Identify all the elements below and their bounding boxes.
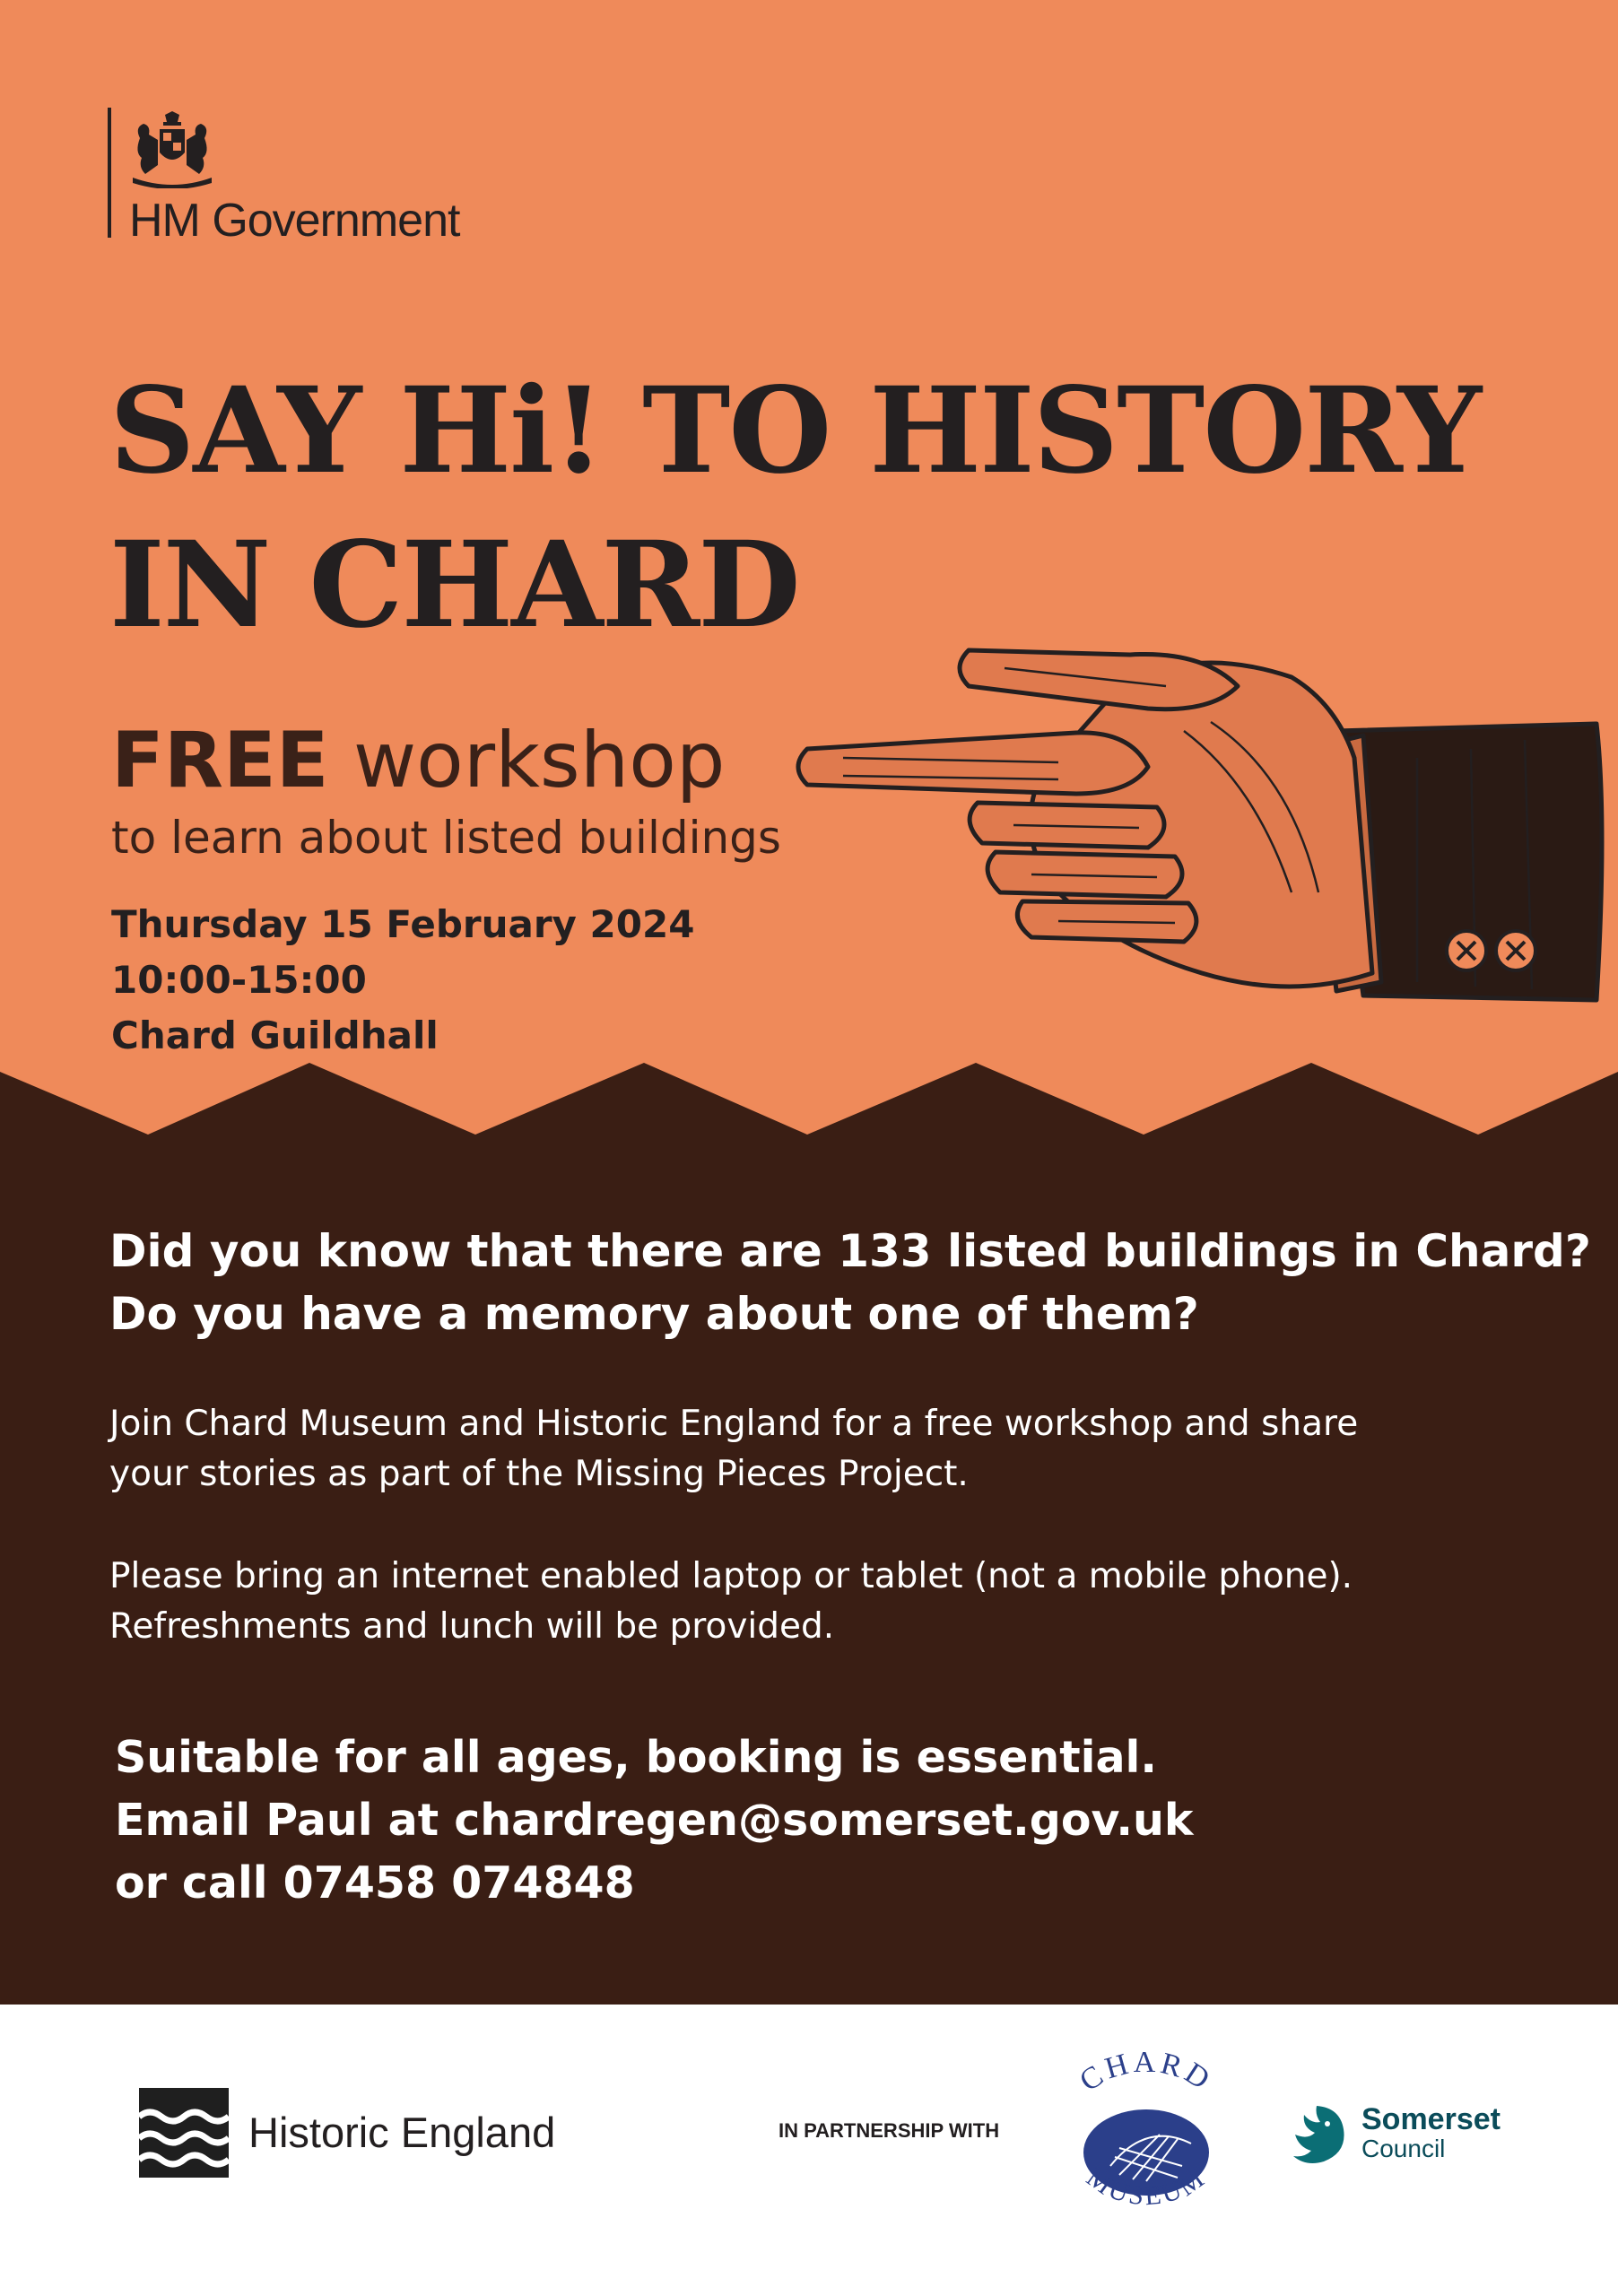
historic-england-logo [139, 2088, 556, 2178]
somerset-council-logo [1284, 2099, 1527, 2170]
join-paragraph [109, 1399, 1358, 1500]
booking-phone-line[interactable]: or call 07458 074848 [115, 1857, 635, 1909]
org-name: HM Government [129, 195, 460, 247]
question-line-2: Do you have a memory about one of them? [109, 1288, 1199, 1340]
royal-crest-icon [127, 111, 217, 188]
somerset-council-label: Council [1361, 2135, 1446, 2162]
headline-line-2: IN CHARD [109, 516, 799, 655]
workshop-label: workshop [352, 716, 726, 805]
workshop-subtitle: to learn about listed buildings [111, 812, 781, 864]
headline-line-1: SAY Hi! TO HISTORY [109, 361, 1481, 500]
join-line-1: Join Chard Museum and Historic England for a free workshop and share [109, 1404, 1359, 1444]
partnership-label: IN PARTNERSHIP WITH [779, 2119, 1000, 2142]
booking-email-line[interactable]: Email Paul at chardregen@somerset.gov.uk [115, 1795, 1194, 1846]
event-date: Thursday 15 February 2024 [111, 902, 695, 946]
historic-england-name: Historic England [248, 2109, 556, 2156]
bring-line-2: Refreshments and lunch will be provided. [109, 1606, 835, 1647]
workshop-title [111, 716, 725, 805]
svg-text:CHARD [1074, 2046, 1218, 2098]
headline [109, 354, 1480, 663]
hm-government-logo [108, 108, 520, 247]
museum-bottom-text: MUSEUM [1081, 2162, 1212, 2212]
logo-divider [108, 108, 111, 238]
booking-info [115, 1726, 1194, 1915]
museum-top-text: CHARD [1074, 2046, 1219, 2099]
join-line-2: your stories as part of the Missing Pieces Project. [109, 1454, 969, 1494]
booking-line-1: Suitable for all ages, booking is essential. [115, 1732, 1157, 1783]
historic-england-wave-icon [139, 2088, 229, 2178]
dragon-icon [1284, 2102, 1349, 2167]
question-line-1: Did you know that there are 133 listed buildings in Chard? [109, 1225, 1591, 1277]
bring-paragraph [109, 1552, 1353, 1652]
free-label: FREE [111, 716, 329, 805]
event-time: 10:00-15:00 [111, 958, 367, 1002]
event-venue: Chard Guildhall [111, 1013, 439, 1057]
intro-questions [109, 1220, 1591, 1345]
chard-museum-logo [1057, 2045, 1236, 2224]
bring-line-1: Please bring an internet enabled laptop or tablet (not a mobile phone). [109, 1556, 1353, 1596]
event-details [111, 897, 694, 1064]
somerset-name: Somerset [1361, 2102, 1501, 2136]
pointing-hand-icon [789, 623, 1605, 1009]
